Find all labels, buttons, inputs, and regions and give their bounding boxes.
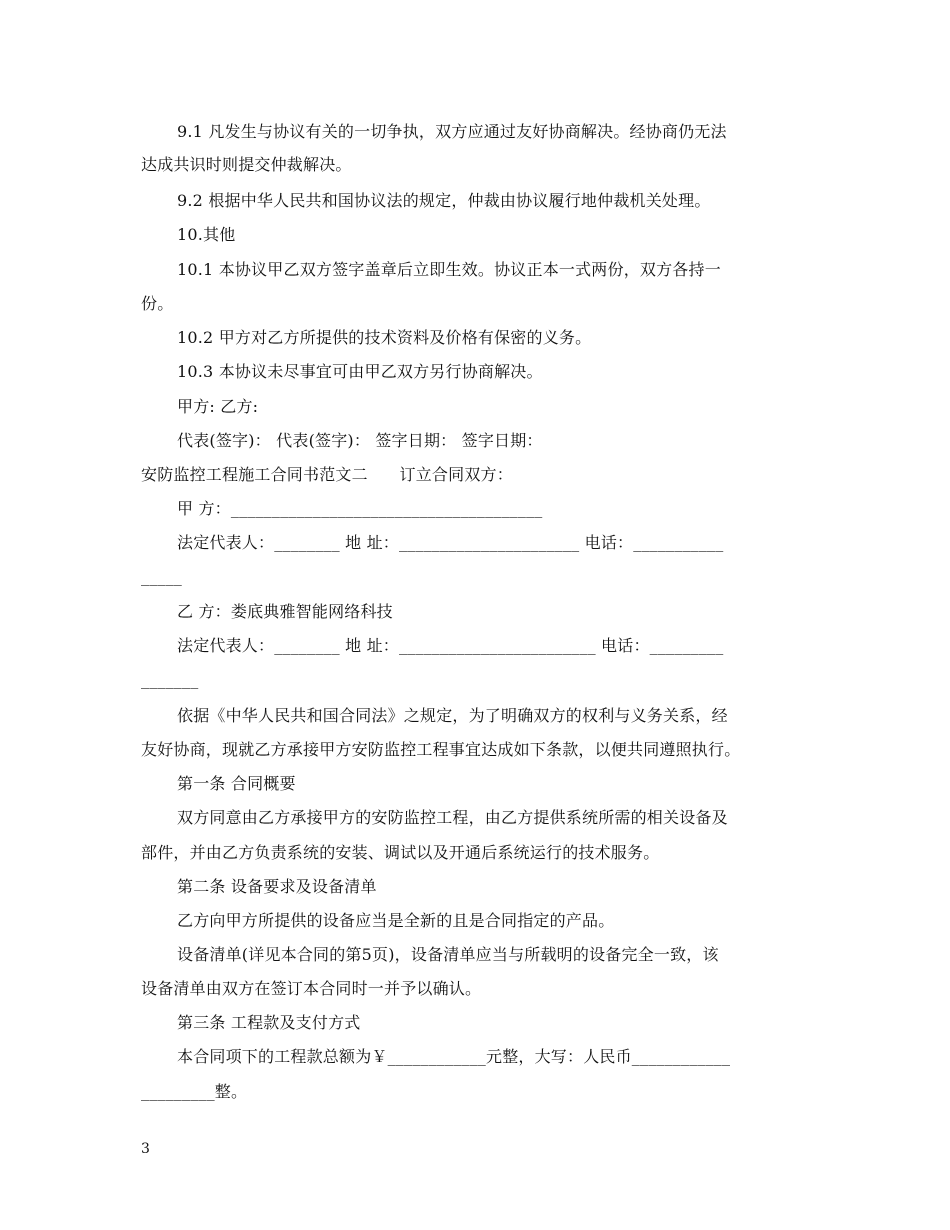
signature-line: 代表(签字)： 代表(签字)： 签字日期： 签字日期：	[177, 431, 543, 450]
article-2-text-b: 设备清单(详见本合同的第5页)，设备清单应当与所载明的设备完全一致，该	[177, 945, 719, 964]
party-line: 甲方: 乙方:	[177, 397, 259, 416]
party-a-rep-line-cont: _____	[141, 567, 182, 586]
section-heading-10: 10.其他	[177, 225, 236, 244]
party-b-rep-line: 法定代表人：________ 地 址：________________________ 电话：_________	[177, 636, 724, 655]
party-b-rep-line-cont: _______	[141, 670, 199, 689]
text-line-10-1-a: 10.1 本协议甲乙双方签字盖章后立即生效。协议正本一式两份，双方各持一	[177, 260, 721, 279]
article-2-text-c: 设备清单由双方在签订本合同时一并予以确认。	[141, 979, 482, 998]
article-1-text-b: 部件，并由乙方负责系统的安装、调试以及开通后系统运行的技术服务。	[141, 843, 660, 862]
contract-title-line: 安防监控工程施工合同书范文二 订立合同双方：	[141, 465, 513, 484]
article-3-text-b: _________整。	[141, 1082, 248, 1101]
party-b-line: 乙 方：娄底典雅智能网络科技	[177, 602, 393, 621]
preamble-line-a: 依据《中华人民共和国合同法》之规定，为了明确双方的权利与义务关系，经	[177, 706, 728, 725]
article-2-heading: 第二条 设备要求及设备清单	[177, 877, 377, 896]
article-1-text-a: 双方同意由乙方承接甲方的安防监控工程，由乙方提供系统所需的相关设备及	[177, 808, 728, 827]
text-line-10-3: 10.3 本协议未尽事宜可由甲乙双方另行协商解决。	[177, 362, 543, 381]
text-line-10-2: 10.2 甲方对乙方所提供的技术资料及价格有保密的义务。	[177, 328, 592, 347]
party-a-rep-line: 法定代表人：________ 地 址：______________________ 电话：___________	[177, 533, 724, 552]
text-line-9-2: 9.2 根据中华人民共和国协议法的规定，仲裁由协议履行地仲裁机关处理。	[177, 191, 711, 210]
party-a-line: 甲 方：______________________________________	[177, 499, 543, 518]
text-line-10-1-b: 份。	[141, 294, 174, 313]
article-3-heading: 第三条 工程款及支付方式	[177, 1013, 361, 1032]
article-3-text-a: 本合同项下的工程款总额为￥____________元整，大写：人民币____________	[177, 1047, 731, 1066]
text-line-9-1-b: 达成共识时则提交仲裁解决。	[141, 155, 352, 174]
text-line-9-1-a: 9.1 凡发生与协议有关的一切争执，双方应通过友好协商解决。经协商仍无法	[177, 122, 727, 141]
article-2-text-a: 乙方向甲方所提供的设备应当是全新的且是合同指定的产品。	[177, 911, 615, 930]
article-1-heading: 第一条 合同概要	[177, 774, 296, 793]
page-number: 3	[141, 1141, 150, 1157]
preamble-line-b: 友好协商，现就乙方承接甲方安防监控工程事宜达成如下条款，以便共同遵照执行。	[141, 740, 741, 759]
